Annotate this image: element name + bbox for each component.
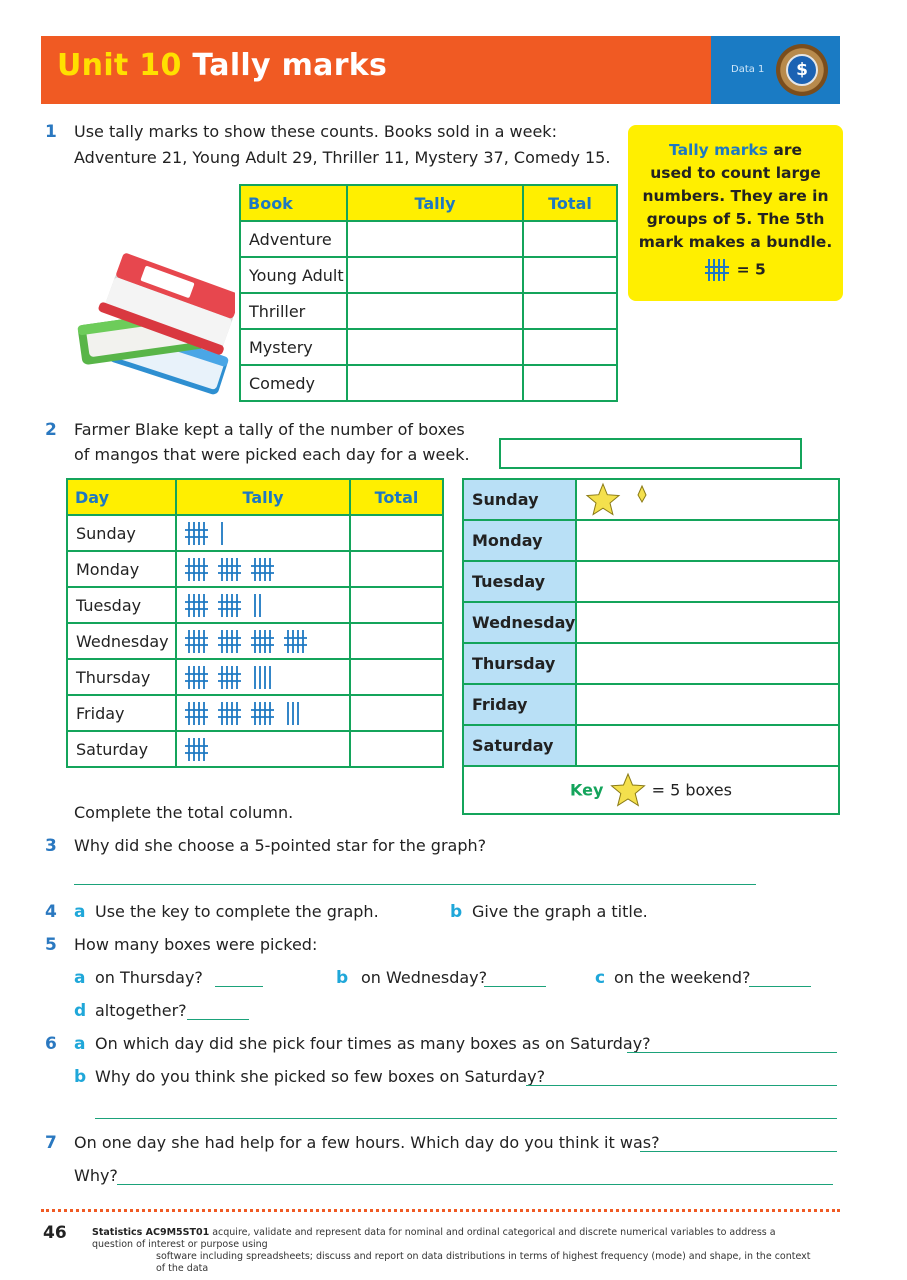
curriculum-desc-1: acquire, validate and represent data for nominal and ordinal categorical and discrete numerical variables to address a question of interest or purpose using — [92, 1227, 776, 1250]
q3-answer-line[interactable] — [74, 884, 756, 885]
info-line5: mark makes a bundle. — [638, 233, 833, 251]
pictograph-row-sunday[interactable] — [576, 479, 839, 520]
tally-marks-icon — [185, 626, 345, 656]
total-answer-cell[interactable] — [350, 731, 443, 767]
pictograph-day: Monday — [463, 520, 576, 561]
book-cell: Young Adult — [240, 257, 347, 293]
page-number: 46 — [43, 1223, 67, 1243]
total-answer-cell[interactable] — [523, 221, 617, 257]
q2-text-line2: of mangos that were picked each day for a week. — [74, 445, 470, 464]
q5d-text: altogether? — [95, 1001, 187, 1020]
tally-answer-cell[interactable] — [347, 257, 523, 293]
tally-cell — [176, 551, 350, 587]
curriculum-code: Statistics AC9M5ST01 — [92, 1227, 210, 1238]
q6a-answer-line[interactable] — [627, 1052, 837, 1053]
pictograph-row[interactable] — [576, 602, 839, 643]
pictograph-row[interactable] — [576, 561, 839, 602]
pictograph-day: Tuesday — [463, 561, 576, 602]
q7-text: On one day she had help for a few hours. Which day do you think it was? — [74, 1133, 660, 1152]
q5b-letter: b — [336, 968, 349, 988]
total-answer-cell[interactable] — [350, 659, 443, 695]
strand-label: Data 1 — [731, 64, 765, 75]
q5b-answer-line[interactable] — [484, 986, 546, 987]
pictograph-day: Saturday — [463, 725, 576, 766]
tally-answer-cell[interactable] — [347, 221, 523, 257]
tally-cell — [176, 695, 350, 731]
q4b-text: Give the graph a title. — [472, 902, 648, 921]
q5a-letter: a — [74, 968, 86, 988]
page-title — [57, 48, 387, 83]
tally-answer-cell[interactable] — [347, 365, 523, 401]
question-number-4: 4 — [45, 902, 57, 922]
curriculum-note — [92, 1227, 812, 1275]
info-line4: groups of 5. The 5th — [646, 210, 825, 228]
info-line1: are — [767, 141, 802, 159]
tally-cell — [176, 623, 350, 659]
q6a-letter: a — [74, 1034, 86, 1054]
day-cell: Thursday — [67, 659, 176, 695]
q7-why-answer-line[interactable] — [117, 1184, 833, 1185]
tally-marks-icon — [185, 698, 345, 728]
tally-answer-cell[interactable] — [347, 329, 523, 365]
q5a-text: on Thursday? — [95, 968, 203, 987]
pictograph-day: Thursday — [463, 643, 576, 684]
tally-marks-icon — [185, 734, 345, 764]
total-answer-cell[interactable] — [350, 587, 443, 623]
star-icon — [609, 772, 647, 808]
stack-of-books-icon — [70, 240, 235, 405]
unit-number: Unit 10 — [57, 48, 182, 83]
q7-answer-line[interactable] — [640, 1151, 837, 1152]
q2-text-line1: Farmer Blake kept a tally of the number of boxes — [74, 420, 465, 439]
q3-text: Why did she choose a 5-pointed star for the graph? — [74, 836, 487, 855]
pictograph-day: Wednesday — [463, 602, 576, 643]
col-header-book: Book — [240, 185, 347, 221]
q1-text-line1: Use tally marks to show these counts. Books sold in a week: — [74, 122, 557, 141]
q6b-answer-line-2[interactable] — [95, 1118, 837, 1119]
total-answer-cell[interactable] — [523, 365, 617, 401]
tally-marks-icon — [185, 662, 345, 692]
complete-instruction: Complete the total column. — [74, 803, 294, 822]
question-number-6: 6 — [45, 1034, 57, 1054]
total-answer-cell[interactable] — [350, 551, 443, 587]
q6b-text: Why do you think she picked so few boxes on Saturday? — [95, 1067, 546, 1086]
day-cell: Friday — [67, 695, 176, 731]
q5d-letter: d — [74, 1001, 87, 1021]
tally-bundle-icon — [705, 257, 731, 283]
pictograph-key — [463, 766, 839, 814]
q1-text-line2: Adventure 21, Young Adult 29, Thriller 11, Mystery 37, Comedy 15. — [74, 148, 611, 167]
q5c-letter: c — [595, 968, 606, 988]
tally-answer-cell[interactable] — [347, 293, 523, 329]
books-tally-table — [239, 184, 618, 402]
q4b-letter: b — [450, 902, 463, 922]
col-header-total: Total — [350, 479, 443, 515]
day-cell: Tuesday — [67, 587, 176, 623]
q5a-answer-line[interactable] — [215, 986, 263, 987]
q6b-letter: b — [74, 1067, 87, 1087]
total-answer-cell[interactable] — [523, 257, 617, 293]
day-cell: Wednesday — [67, 623, 176, 659]
tally-cell — [176, 731, 350, 767]
total-answer-cell[interactable] — [523, 293, 617, 329]
tally-cell — [176, 659, 350, 695]
question-number-7: 7 — [45, 1133, 57, 1153]
total-answer-cell[interactable] — [350, 515, 443, 551]
mango-tally-table — [66, 478, 444, 768]
col-header-day: Day — [67, 479, 176, 515]
book-cell: Adventure — [240, 221, 347, 257]
col-header-total: Total — [523, 185, 617, 221]
footer-divider — [41, 1209, 840, 1212]
key-label: Key — [570, 780, 604, 800]
q4a-text: Use the key to complete the graph. — [95, 902, 379, 921]
question-number-3: 3 — [45, 836, 57, 856]
dollar-icon: $ — [786, 54, 818, 86]
tally-marks-icon — [185, 590, 345, 620]
pictograph-row[interactable] — [576, 684, 839, 725]
q5d-answer-line[interactable] — [187, 1019, 249, 1020]
info-line2: used to count large — [650, 164, 821, 182]
book-cell: Thriller — [240, 293, 347, 329]
book-cell: Comedy — [240, 365, 347, 401]
tally-info-box — [628, 125, 843, 301]
col-header-tally: Tally — [347, 185, 523, 221]
tally-marks-icon — [185, 518, 345, 548]
unit-topic: Tally marks — [192, 48, 388, 83]
info-line3: numbers. They are in — [642, 187, 829, 205]
question-number-2: 2 — [45, 420, 57, 440]
pictograph-row[interactable] — [576, 725, 839, 766]
q5-text: How many boxes were picked: — [74, 935, 318, 954]
col-header-tally: Tally — [176, 479, 350, 515]
total-answer-cell[interactable] — [350, 695, 443, 731]
pictograph-row[interactable] — [576, 643, 839, 684]
info-highlight: Tally marks — [669, 141, 768, 159]
q6b-answer-line[interactable] — [526, 1085, 837, 1086]
day-cell: Sunday — [67, 515, 176, 551]
total-answer-cell[interactable] — [350, 623, 443, 659]
day-cell: Saturday — [67, 731, 176, 767]
q5c-text: on the weekend? — [614, 968, 751, 987]
pictograph-day: Sunday — [463, 479, 576, 520]
pictograph — [462, 478, 840, 815]
q4a-letter: a — [74, 902, 86, 922]
day-cell: Monday — [67, 551, 176, 587]
tally-cell — [176, 515, 350, 551]
graph-title-input[interactable] — [499, 438, 802, 469]
question-number-5: 5 — [45, 935, 57, 955]
q7-why: Why? — [74, 1166, 118, 1185]
key-text: = 5 boxes — [651, 780, 732, 800]
total-answer-cell[interactable] — [523, 329, 617, 365]
q5b-text: on Wednesday? — [361, 968, 488, 987]
pictograph-row[interactable] — [576, 520, 839, 561]
q6a-text: On which day did she pick four times as many boxes as on Saturday? — [95, 1034, 651, 1053]
star-icon — [585, 482, 675, 518]
curriculum-desc-2: software including spreadsheets; discuss and report on data distributions in terms of highest frequency (mode) and shape, in the context of the data — [156, 1251, 811, 1274]
tally-marks-icon — [185, 554, 345, 584]
q5c-answer-line[interactable] — [749, 986, 811, 987]
question-number-1: 1 — [45, 122, 57, 142]
info-equals: = 5 — [736, 260, 766, 279]
tally-cell — [176, 587, 350, 623]
book-cell: Mystery — [240, 329, 347, 365]
pictograph-day: Friday — [463, 684, 576, 725]
